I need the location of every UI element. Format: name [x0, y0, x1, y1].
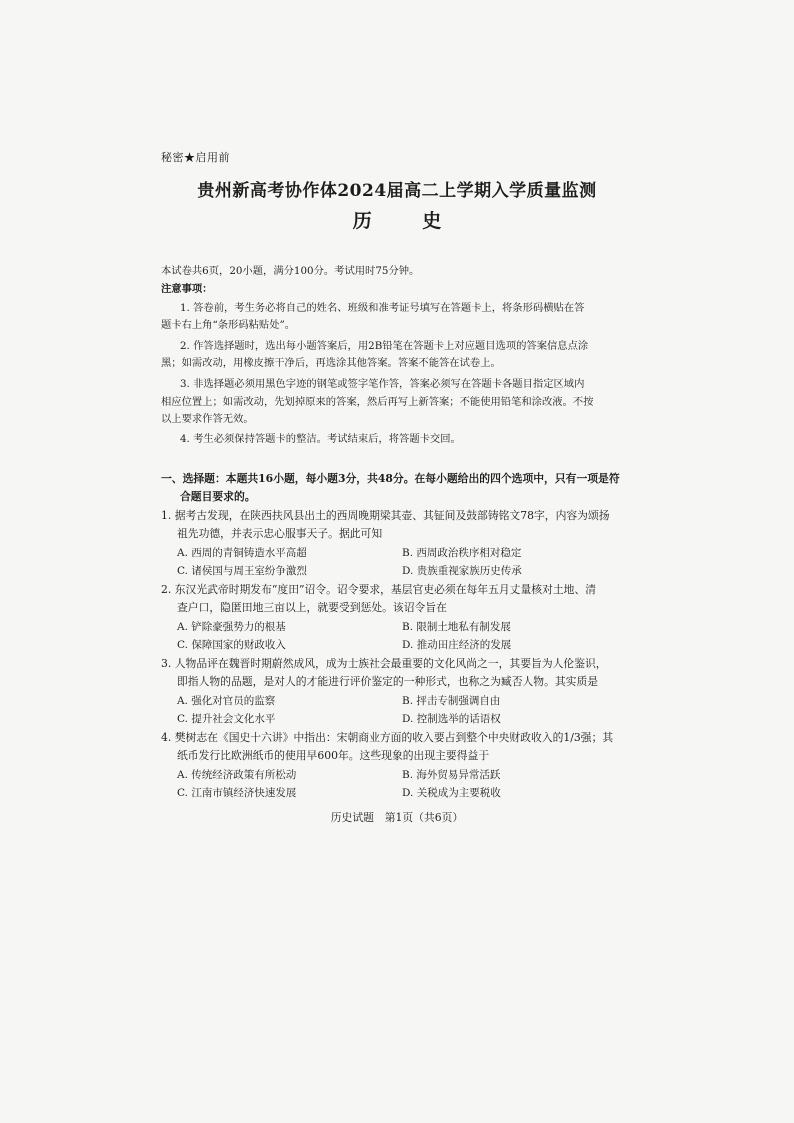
notes-heading: 注意事项： — [161, 283, 213, 295]
question-4-stem-1: 4. 樊树志在《国史十六讲》中指出：宋朝商业方面的收入要占到整个中央财政收入的1/3强；其 — [161, 731, 614, 744]
question-2-option-a: A. 铲除豪强势力的根基 — [177, 621, 286, 633]
note-1-line-2: 题卡右上角“条形码粘贴处”。 — [161, 319, 296, 331]
section-heading: 一、选择题：本题共16小题，每小题3分，共48分。在每小题给出的四个选项中，只有一项是符 — [161, 472, 620, 485]
question-3-option-a: A. 强化对官员的监察 — [177, 695, 276, 707]
exam-intro: 本试卷共6页，20小题，满分100分。考试用时75分钟。 — [161, 265, 420, 277]
note-2-line-2: 黑；如需改动，用橡皮擦干净后，再选涂其他答案。答案不能答在试卷上。 — [161, 357, 501, 369]
subject-title: 历 史 — [352, 210, 464, 232]
note-3-line-1: 3. 非选择题必须用黑色字迹的钢笔或签字笔作答，答案必须写在答题卡各题目指定区域内 — [180, 378, 585, 390]
question-3-option-b: B. 抨击专制强调自由 — [402, 695, 501, 707]
confidential-label: 秘密★启用前 — [161, 151, 230, 164]
question-3-option-c: C. 提升社会文化水平 — [177, 713, 276, 725]
question-4-stem-2: 纸币发行比欧洲纸币的使用早600年。这些现象的出现主要得益于 — [177, 749, 490, 762]
question-4-option-d: D. 关税成为主要税收 — [402, 787, 501, 799]
question-3-stem-2: 即指人物的品题，是对人的才能进行评价鉴定的一种形式，也称之为臧否人物。其实质是 — [177, 675, 599, 688]
question-1-stem-1: 1. 据考古发现，在陕西扶风县出土的西周晚期梁其壶、其钲间及鼓部铸铭文78字，内容为颂扬 — [161, 509, 610, 522]
question-4-option-c: C. 江南市镇经济快速发展 — [177, 787, 297, 799]
note-1-line-1: 1. 答卷前，考生务必将自己的姓名、班级和准考证号填写在答题卡上，将条形码横贴在答 — [180, 302, 585, 314]
note-4: 4. 考生必须保持答题卡的整洁。考试结束后，将答题卡交回。 — [180, 433, 461, 445]
question-2-stem-2: 查户口，隐匿田地三亩以上，就要受到惩处。该诏令旨在 — [177, 601, 447, 614]
question-4-option-a: A. 传统经济政策有所松动 — [177, 769, 297, 781]
question-1-option-b: B. 西周政治秩序相对稳定 — [402, 547, 522, 559]
question-2-stem-1: 2. 东汉光武帝时期发布“度田”诏令。诏令要求，基层官吏必须在每年五月丈量核对土地、清 — [161, 583, 597, 596]
question-1-option-a: A. 西周的青铜铸造水平高超 — [177, 547, 307, 559]
note-2-line-1: 2. 作答选择题时，选出每小题答案后，用2B铅笔在答题卡上对应题目选项的答案信息点涂 — [180, 340, 589, 352]
question-2-option-d: D. 推动田庄经济的发展 — [402, 639, 512, 651]
question-1-option-c: C. 诸侯国与周王室纷争激烈 — [177, 565, 307, 577]
question-2-option-c: C. 保障国家的财政收入 — [177, 639, 286, 651]
question-3-stem-1: 3. 人物品评在魏晋时期蔚然成风，成为士族社会最重要的文化风尚之一，其要旨为人伦鉴识， — [161, 657, 607, 670]
exam-title: 贵州新高考协作体2024届高二上学期入学质量监测 — [197, 181, 597, 201]
note-3-line-3: 以上要求作答无效。 — [161, 413, 254, 425]
note-3-line-2: 相应位置上；如需改动，先划掉原来的答案，然后再写上新答案；不能使用铅笔和涂改液。不按 — [161, 396, 594, 408]
page-footer: 历史试题 第1页（共6页） — [330, 811, 464, 824]
question-2-option-b: B. 限制土地私有制发展 — [402, 621, 511, 633]
question-3-option-d: D. 控制选举的话语权 — [402, 713, 501, 725]
question-4-option-b: B. 海外贸易异常活跃 — [402, 769, 501, 781]
section-heading-cont: 合题目要求的。 — [180, 490, 256, 503]
question-1-option-d: D. 贵族重视家族历史传承 — [402, 565, 522, 577]
question-1-stem-2: 祖先功德，并表示忠心服事天子。据此可知 — [177, 527, 383, 540]
